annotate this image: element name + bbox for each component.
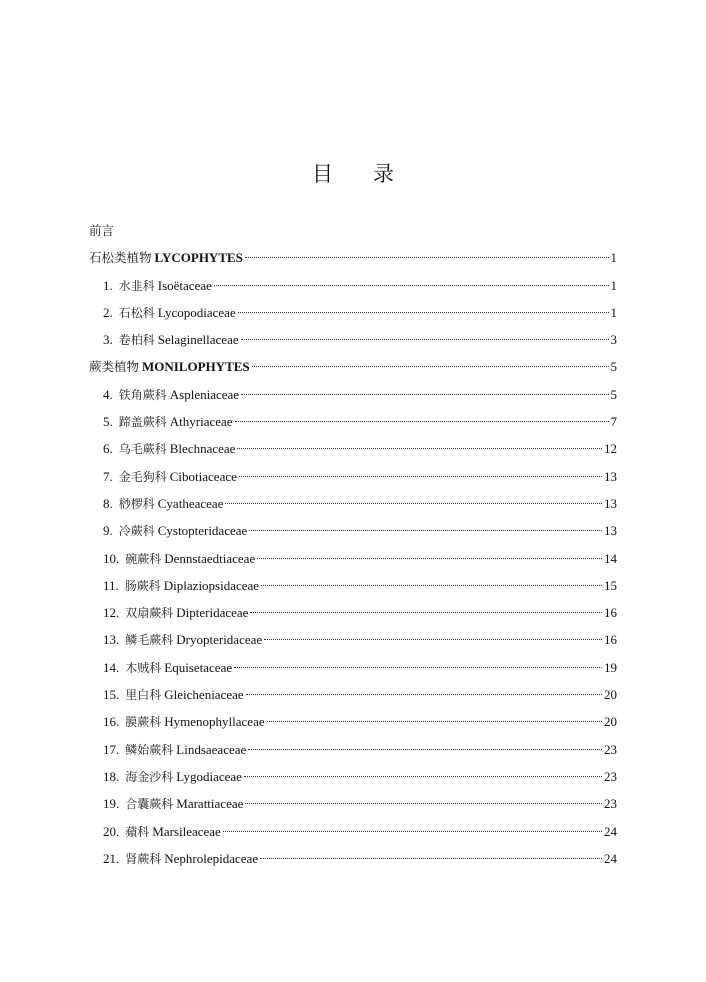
entry-number: 1. — [103, 277, 113, 293]
entry-number: 6. — [103, 441, 113, 457]
family-chinese-name: 海金沙科 — [125, 769, 174, 784]
toc-entry-row[interactable] — [89, 384, 617, 411]
family-latin-name: Marsileaceae — [152, 823, 221, 839]
entry-number: 16. — [103, 714, 120, 730]
page-number: 20 — [604, 714, 617, 730]
toc-entry-row[interactable] — [89, 411, 617, 438]
entry-number: 17. — [103, 741, 120, 757]
toc-entry-row[interactable] — [89, 657, 617, 684]
toc-entry-row[interactable] — [89, 466, 617, 493]
dot-leader — [249, 530, 602, 531]
family-latin-name: Diplaziopsidaceae — [163, 577, 260, 593]
entry-number: 20. — [103, 823, 120, 839]
page-number: 7 — [610, 414, 617, 430]
page-number: 5 — [610, 386, 617, 402]
entry-number: 13. — [103, 632, 120, 648]
page-number: 16 — [604, 605, 617, 621]
family-chinese-name: 石松科 — [118, 305, 155, 320]
family-chinese-name: 膜蕨科 — [125, 715, 162, 730]
entry-number: 19. — [103, 796, 120, 812]
dot-leader — [246, 694, 602, 695]
dot-leader — [261, 585, 602, 586]
family-chinese-name: 碗蕨科 — [125, 551, 162, 566]
toc-entry-row[interactable] — [89, 520, 617, 547]
entry-number: 12. — [103, 605, 120, 621]
dot-leader — [252, 366, 609, 367]
family-chinese-name: 蘋科 — [125, 824, 150, 839]
page-number: 1 — [610, 277, 617, 293]
dot-leader — [264, 639, 602, 640]
toc-entry-row[interactable] — [89, 275, 617, 302]
part-chinese-name: 蕨类植物 — [89, 359, 140, 375]
page-number: 13 — [604, 495, 617, 511]
toc-entry-row[interactable] — [89, 739, 617, 766]
toc-preface[interactable] — [89, 220, 617, 247]
dot-leader — [237, 448, 602, 449]
page-number: 13 — [604, 468, 617, 484]
family-chinese-name: 金毛狗科 — [118, 469, 167, 484]
toc-entry-row[interactable] — [89, 438, 617, 465]
toc-entry-row[interactable] — [89, 302, 617, 329]
family-chinese-name: 铁角蕨科 — [118, 387, 167, 402]
family-chinese-name: 双扇蕨科 — [125, 606, 174, 621]
dot-leader — [214, 285, 609, 286]
family-latin-name: Cystopteridaceae — [157, 523, 248, 539]
page-number: 24 — [604, 823, 617, 839]
entry-number: 2. — [103, 304, 113, 320]
dot-leader — [234, 667, 602, 668]
dot-leader — [244, 776, 602, 777]
toc-part-row[interactable] — [89, 356, 617, 383]
toc-title-char-1: 目 — [312, 162, 333, 186]
family-chinese-name: 水韭科 — [118, 278, 155, 293]
dot-leader — [238, 312, 609, 313]
family-latin-name: Equisetaceae — [164, 659, 233, 675]
entry-number: 10. — [103, 550, 120, 566]
toc-title-char-2: 录 — [373, 162, 394, 186]
family-latin-name: Cyatheaceae — [157, 495, 224, 511]
family-chinese-name: 鳞毛蕨科 — [125, 633, 174, 648]
family-latin-name: Lygodiaceae — [176, 768, 242, 784]
entry-number: 18. — [103, 768, 120, 784]
toc-entry-row[interactable] — [89, 493, 617, 520]
entry-number: 21. — [103, 850, 120, 866]
family-chinese-name: 卷柏科 — [118, 333, 155, 348]
entry-number: 9. — [103, 523, 113, 539]
page-number: 15 — [604, 577, 617, 593]
family-latin-name: Blechnaceae — [169, 441, 236, 457]
family-chinese-name: 里白科 — [125, 688, 162, 703]
page-number: 23 — [604, 768, 617, 784]
dot-leader — [223, 831, 602, 832]
family-chinese-name: 合囊蕨科 — [125, 797, 174, 812]
page-number: 12 — [604, 441, 617, 457]
family-chinese-name: 乌毛蕨科 — [118, 442, 167, 457]
toc-entry-row[interactable] — [89, 329, 617, 356]
family-chinese-name: 桫椤科 — [118, 496, 155, 511]
toc-title — [0, 158, 706, 188]
dot-leader — [235, 421, 609, 422]
family-latin-name: Nephrolepidaceae — [164, 850, 259, 866]
family-latin-name: Dipteridaceae — [176, 605, 249, 621]
toc-entry-row[interactable] — [89, 629, 617, 656]
family-latin-name: Cibotiaceace — [169, 468, 237, 484]
page-number: 1 — [610, 250, 617, 266]
entry-number: 3. — [103, 332, 113, 348]
page-number: 23 — [604, 796, 617, 812]
family-chinese-name: 鳞始蕨科 — [125, 742, 174, 757]
toc-entry-row[interactable] — [89, 575, 617, 602]
family-latin-name: Marattiaceae — [176, 796, 244, 812]
toc-entry-row[interactable] — [89, 821, 617, 848]
page-number: 1 — [610, 304, 617, 320]
family-latin-name: Hymenophyllaceae — [164, 714, 265, 730]
dot-leader — [260, 858, 602, 859]
dot-leader — [239, 476, 602, 477]
dot-leader — [245, 803, 602, 804]
preface-label: 前言 — [89, 223, 115, 238]
dot-leader — [267, 721, 602, 722]
family-latin-name: Aspleniaceae — [169, 386, 240, 402]
part-latin-name: LYCOPHYTES — [154, 250, 243, 266]
dot-leader — [241, 394, 608, 395]
dot-leader — [250, 612, 602, 613]
family-chinese-name: 冷蕨科 — [118, 524, 155, 539]
toc-entry-row[interactable] — [89, 548, 617, 575]
family-latin-name: Dennstaedtiaceae — [164, 550, 256, 566]
entry-number: 4. — [103, 386, 113, 402]
family-latin-name: Isoëtaceae — [157, 277, 212, 293]
entry-number: 7. — [103, 468, 113, 484]
family-latin-name: Selaginellaceae — [157, 332, 239, 348]
family-chinese-name: 肾蕨科 — [125, 851, 162, 866]
dot-leader — [248, 749, 602, 750]
page-number: 24 — [604, 850, 617, 866]
toc-entry-row[interactable] — [89, 602, 617, 629]
family-latin-name: Lycopodiaceae — [157, 304, 236, 320]
family-latin-name: Dryopteridaceae — [176, 632, 263, 648]
page-number: 20 — [604, 687, 617, 703]
part-latin-name: MONILOPHYTES — [142, 359, 250, 375]
entry-number: 14. — [103, 659, 120, 675]
page-number: 13 — [604, 523, 617, 539]
page-number: 23 — [604, 741, 617, 757]
page-number: 19 — [604, 659, 617, 675]
family-latin-name: Athyriaceae — [169, 414, 233, 430]
part-chinese-name: 石松类植物 — [89, 250, 152, 266]
entry-number: 15. — [103, 687, 120, 703]
table-of-contents — [89, 220, 617, 875]
toc-entry-row[interactable] — [89, 793, 617, 820]
page-number: 16 — [604, 632, 617, 648]
toc-entry-row[interactable] — [89, 848, 617, 875]
toc-entry-row[interactable] — [89, 711, 617, 738]
toc-part-row[interactable] — [89, 247, 617, 274]
entry-number: 8. — [103, 495, 113, 511]
family-chinese-name: 蹄盖蕨科 — [118, 415, 167, 430]
family-latin-name: Gleicheniaceae — [164, 687, 244, 703]
toc-entry-row[interactable] — [89, 684, 617, 711]
dot-leader — [257, 558, 602, 559]
dot-leader — [225, 503, 602, 504]
family-chinese-name: 木贼科 — [125, 660, 162, 675]
dot-leader — [241, 339, 609, 340]
page-number: 14 — [604, 550, 617, 566]
entry-number: 5. — [103, 414, 113, 430]
family-latin-name: Lindsaeaceae — [176, 741, 247, 757]
page-number: 3 — [610, 332, 617, 348]
entry-number: 11. — [103, 577, 119, 593]
family-chinese-name: 肠蕨科 — [124, 578, 161, 593]
toc-entry-row[interactable] — [89, 766, 617, 793]
page-number: 5 — [610, 359, 617, 375]
dot-leader — [245, 257, 609, 258]
